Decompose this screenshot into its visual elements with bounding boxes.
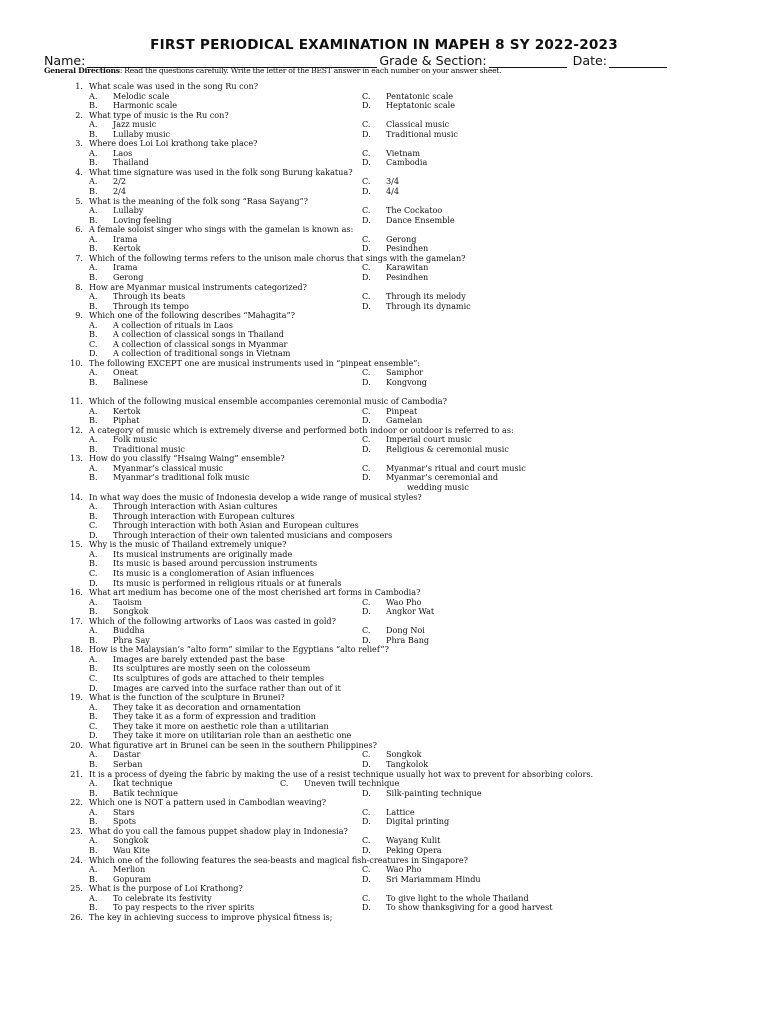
option-letter: C. bbox=[362, 367, 371, 378]
question-stem: What figurative art in Brunei can be seen in the southern Philippines? bbox=[89, 739, 377, 750]
question-stem: In what way does the music of Indonesia develop a wide range of musical styles? bbox=[89, 491, 422, 502]
question-stem: The following EXCEPT one are musical instruments used in “pinpeat ensemble”: bbox=[89, 357, 421, 368]
option-letter: D. bbox=[362, 787, 371, 798]
option-text: Religious & ceremonial music bbox=[386, 443, 509, 454]
option-text: Kertok bbox=[113, 243, 141, 254]
option-letter: A. bbox=[89, 548, 98, 559]
directions-label: General Directions bbox=[44, 66, 120, 75]
option-letter: A. bbox=[89, 291, 98, 302]
option-letter: C. bbox=[362, 176, 371, 187]
question-stem: What do you call the famous puppet shadow play in Indonesia? bbox=[89, 825, 348, 836]
option-text: Taoism bbox=[113, 596, 142, 607]
option-text: Lullaby music bbox=[113, 128, 171, 139]
option-text: Through its beats bbox=[113, 291, 186, 302]
question-number: 20. bbox=[70, 739, 83, 750]
option-text: Merlion bbox=[113, 864, 146, 875]
option-letter: A. bbox=[89, 864, 98, 875]
option-letter: C. bbox=[362, 835, 371, 846]
question-number: 3. bbox=[75, 138, 83, 149]
option-letter: A. bbox=[89, 749, 98, 760]
option-letter: C. bbox=[362, 625, 371, 636]
question-stem: Which one of the following features the sea-beasts and magical fish-creatures in Singapore? bbox=[89, 854, 469, 865]
option-text: Pinpeat bbox=[386, 405, 418, 416]
option-letter: A. bbox=[89, 319, 98, 330]
option-text: Songkok bbox=[113, 606, 149, 617]
option-letter: D. bbox=[362, 415, 371, 426]
option-text: Oneat bbox=[113, 367, 138, 378]
option-letter: C. bbox=[362, 596, 371, 607]
question-stem: How is the Malaysian’s “alto form” similar to the Egyptians “alto relief”? bbox=[89, 644, 389, 655]
question-stem: What is the purpose of Loi Krathong? bbox=[89, 883, 243, 894]
option-text: Cambodia bbox=[386, 157, 428, 168]
option-letter: C. bbox=[362, 147, 371, 158]
option-text: Myanmar’s ceremonial and bbox=[386, 472, 499, 483]
option-letter: B. bbox=[89, 711, 98, 722]
option-text: Peking Opera bbox=[386, 844, 442, 855]
question-number: 12. bbox=[70, 424, 83, 435]
option-letter: D. bbox=[362, 816, 371, 827]
option-text: Through interaction with European cultures bbox=[113, 510, 295, 521]
option-letter: D. bbox=[89, 682, 98, 693]
option-letter: A. bbox=[89, 501, 98, 512]
general-directions bbox=[44, 66, 744, 75]
question-number: 4. bbox=[75, 166, 83, 177]
option-letter: A. bbox=[89, 701, 98, 712]
option-letter: A. bbox=[89, 462, 98, 473]
option-text: Kongvong bbox=[386, 377, 427, 388]
option-text: Ikat technique bbox=[113, 778, 173, 789]
option-letter: B. bbox=[89, 816, 98, 827]
option-letter: C. bbox=[362, 864, 371, 875]
option-letter: C. bbox=[362, 262, 371, 273]
question-number: 21. bbox=[70, 768, 83, 779]
option-letter: C. bbox=[362, 462, 371, 473]
question-stem: Where does Loi Loi krathong take place? bbox=[89, 138, 258, 149]
option-text: Through interaction with Asian cultures bbox=[113, 501, 278, 512]
question-stem: A female soloist singer who sings with the gamelan is known as: bbox=[89, 224, 354, 235]
option-text: Wao Pho bbox=[386, 596, 422, 607]
option-letter: D. bbox=[362, 472, 371, 483]
option-text: Karawitan bbox=[386, 262, 429, 273]
question-stem: Which of the following artworks of Laos was casted in gold? bbox=[89, 615, 336, 626]
question-number: 16. bbox=[70, 587, 83, 598]
question-number: 9. bbox=[75, 310, 83, 321]
option-text: Myanmar’s classical music bbox=[113, 462, 224, 473]
option-text: Silk-painting technique bbox=[386, 787, 482, 798]
option-letter: C. bbox=[362, 119, 371, 130]
option-text: Pentatonic scale bbox=[386, 90, 454, 101]
option-text: Samphor bbox=[386, 367, 424, 378]
option-letter: C. bbox=[362, 806, 371, 817]
option-letter: C. bbox=[362, 233, 371, 244]
option-text: Gerong bbox=[386, 233, 417, 244]
option-letter: A. bbox=[89, 233, 98, 244]
option-text: Stars bbox=[113, 806, 135, 817]
question-number: 17. bbox=[70, 615, 83, 626]
option-letter: B. bbox=[89, 663, 98, 674]
option-text: Dance Ensemble bbox=[386, 214, 455, 225]
question-number: 19. bbox=[70, 692, 83, 703]
option-letter: D. bbox=[362, 100, 371, 111]
question-stem: Why is the music of Thailand extremely unique? bbox=[89, 539, 287, 550]
option-text: Myanmar’s traditional folk music bbox=[113, 472, 250, 483]
option-letter: A. bbox=[89, 892, 98, 903]
option-letter: D. bbox=[362, 377, 371, 388]
option-letter: A. bbox=[89, 625, 98, 636]
option-letter: D. bbox=[362, 186, 371, 197]
option-letter: B. bbox=[89, 157, 98, 168]
option-letter: A. bbox=[89, 806, 98, 817]
option-text: Lattice bbox=[386, 806, 415, 817]
question-stem: It is a process of dyeing the fabric by making the use of a resist technique usually hot wax to prevent for absorbing colors. bbox=[89, 768, 594, 779]
option-text: Buddha bbox=[113, 625, 145, 636]
option-letter: B. bbox=[89, 377, 98, 388]
option-text: They take it as decoration and ornamentation bbox=[113, 701, 301, 712]
option-text: Imperial court music bbox=[386, 434, 472, 445]
option-letter: B. bbox=[89, 758, 98, 769]
option-letter: C. bbox=[362, 892, 371, 903]
option-letter: D. bbox=[362, 300, 371, 311]
option-letter: B. bbox=[89, 415, 98, 426]
option-letter: B. bbox=[89, 510, 98, 521]
option-letter: A. bbox=[89, 176, 98, 187]
option-letter: D. bbox=[362, 214, 371, 225]
option-letter: B. bbox=[89, 787, 98, 798]
option-text: Serban bbox=[113, 758, 143, 769]
option-text: Dong Noi bbox=[386, 625, 425, 636]
option-letter: B. bbox=[89, 300, 98, 311]
question-number: 22. bbox=[70, 797, 83, 808]
option-letter: B. bbox=[89, 214, 98, 225]
option-text: Its sculptures are mostly seen on the colosseum bbox=[113, 663, 311, 674]
option-letter: A. bbox=[89, 778, 98, 789]
question-stem: The key in achieving success to improve physical fitness is; bbox=[89, 911, 333, 922]
option-text: Balinese bbox=[113, 377, 148, 388]
question-number: 15. bbox=[70, 539, 83, 550]
option-letter: D. bbox=[362, 157, 371, 168]
option-text: To celebrate its festivity bbox=[113, 892, 212, 903]
option-letter: B. bbox=[89, 271, 98, 282]
question-stem: What scale was used in the song Ru con? bbox=[89, 81, 259, 91]
option-text: Dastar bbox=[113, 749, 141, 760]
option-text: Harmonic scale bbox=[113, 100, 178, 111]
question-number: 26. bbox=[70, 911, 83, 922]
option-text: Piphat bbox=[113, 415, 140, 426]
option-text: The Cockatoo bbox=[386, 205, 443, 216]
option-letter: A. bbox=[89, 119, 98, 130]
question-number: 5. bbox=[75, 195, 83, 206]
option-letter: B. bbox=[89, 243, 98, 254]
question-number: 25. bbox=[70, 883, 83, 894]
option-text: To pay respects to the river spirits bbox=[113, 902, 255, 913]
option-text: To give light to the whole Thailand bbox=[386, 892, 529, 903]
option-text: Laos bbox=[113, 147, 133, 158]
question-number: 11. bbox=[70, 396, 83, 407]
option-text: Images are carved into the surface rather than out of it bbox=[113, 682, 341, 693]
option-letter: C. bbox=[362, 291, 371, 302]
option-text: Phra Bang bbox=[386, 634, 430, 645]
question-stem: A category of music which is extremely diverse and performed both indoor or outdoor is referred to as: bbox=[89, 424, 514, 435]
option-text: Wao Pho bbox=[386, 864, 422, 875]
grade-section-label: Grade & Section: bbox=[379, 53, 487, 68]
option-text: Spots bbox=[113, 816, 137, 827]
option-text: To show thanksgiving for a good harvest bbox=[386, 902, 553, 913]
option-letter: A. bbox=[89, 596, 98, 607]
option-letter: D. bbox=[362, 634, 371, 645]
option-text: Through its melody bbox=[386, 291, 466, 302]
option-text: 4/4 bbox=[386, 186, 400, 197]
option-text: Gerong bbox=[113, 271, 144, 282]
date-label: Date: bbox=[572, 53, 608, 68]
option-text: Songkok bbox=[113, 835, 149, 846]
option-text: Its musical instruments are originally made bbox=[113, 548, 293, 559]
option-text: Gamelan bbox=[386, 415, 423, 426]
option-letter: A. bbox=[89, 653, 98, 664]
option-letter: C. bbox=[89, 338, 98, 349]
option-letter: A. bbox=[89, 405, 98, 416]
name-label: Name: bbox=[44, 53, 86, 68]
option-text: Traditional music bbox=[113, 443, 185, 454]
exam-title: FIRST PERIODICAL EXAMINATION IN MAPEH 8 SY 2022-2023 bbox=[150, 37, 618, 53]
option-letter: C. bbox=[89, 520, 98, 531]
option-letter: B. bbox=[89, 186, 98, 197]
option-text: Gopuram bbox=[113, 873, 152, 884]
option-text: Pesindhen bbox=[386, 243, 429, 254]
option-text: A collection of classical songs in Thailand bbox=[113, 329, 284, 340]
question-stem: How are Myanmar musical instruments categorized? bbox=[89, 281, 307, 292]
option-text: Uneven twill technique bbox=[304, 778, 400, 789]
option-text: Classical music bbox=[386, 119, 450, 130]
option-letter: B. bbox=[89, 844, 98, 855]
option-letter: C. bbox=[280, 778, 289, 789]
question-number: 8. bbox=[75, 281, 83, 292]
question-number: 6. bbox=[75, 224, 83, 235]
option-letter: B. bbox=[89, 443, 98, 454]
option-text: Songkok bbox=[386, 749, 422, 760]
option-text: Phra Say bbox=[113, 634, 150, 645]
option-text: A collection of traditional songs in Vietnam bbox=[113, 348, 291, 359]
question-number: 2. bbox=[75, 109, 83, 120]
option-letter: B. bbox=[89, 558, 98, 569]
option-letter: A. bbox=[89, 262, 98, 273]
option-text: Thailand bbox=[113, 157, 149, 168]
option-text: Myanmar’s ritual and court music bbox=[386, 462, 526, 473]
option-letter: A. bbox=[89, 434, 98, 445]
option-letter: A. bbox=[89, 835, 98, 846]
option-text: Through interaction of their own talented musicians and composers bbox=[113, 529, 393, 540]
question-number: 10. bbox=[70, 357, 83, 368]
option-text: Its music is based around percussion instruments bbox=[113, 558, 318, 569]
option-text: Sri Mariammam Hindu bbox=[386, 873, 481, 884]
option-text: They take it more on aesthetic role than a utilitarian bbox=[113, 720, 329, 731]
option-text: Traditional music bbox=[386, 128, 458, 139]
option-text: Its sculptures of gods are attached to their temples bbox=[113, 673, 325, 684]
question-number: 18. bbox=[70, 644, 83, 655]
question-stem: Which one is NOT a pattern used in Cambodian weaving? bbox=[89, 797, 327, 808]
option-letter: A. bbox=[89, 90, 98, 101]
question-number: 13. bbox=[70, 453, 83, 464]
option-text: Digital printing bbox=[386, 816, 450, 827]
option-text: Loving feeling bbox=[113, 214, 172, 225]
option-letter: B. bbox=[89, 100, 98, 111]
option-letter: C. bbox=[362, 90, 371, 101]
question-number: 24. bbox=[70, 854, 83, 865]
question-stem: Which of the following terms refers to the unison male chorus that sings with the gamelan? bbox=[89, 252, 466, 263]
option-letter: D. bbox=[362, 758, 371, 769]
option-text: Images are barely extended past the base bbox=[113, 653, 285, 664]
option-letter: D. bbox=[362, 271, 371, 282]
option-text: They take it more on utilitarian role than an aesthetic one bbox=[113, 730, 352, 741]
option-letter: B. bbox=[89, 128, 98, 139]
directions-text: : Read the questions carefully. Write the letter of the BEST answer in each number on your answer sheet. bbox=[119, 66, 502, 75]
option-letter: C. bbox=[362, 205, 371, 216]
option-text: Irama bbox=[113, 262, 138, 273]
option-letter: D. bbox=[362, 902, 371, 913]
option-letter: A. bbox=[89, 147, 98, 158]
option-letter: D. bbox=[89, 348, 98, 359]
option-text: 2/2 bbox=[113, 176, 127, 187]
option-text: Vietnam bbox=[386, 147, 421, 158]
question-number: 1. bbox=[75, 81, 83, 91]
question-stem: How do you classify “Hsaing Waing” ensemble? bbox=[89, 453, 285, 464]
option-letter: B. bbox=[89, 329, 98, 340]
question-stem: What art medium has become one of the most cherished art forms in Cambodia? bbox=[89, 587, 421, 598]
option-text: Its music is a conglomeration of Asian influences bbox=[113, 567, 315, 578]
question-number: 23. bbox=[70, 825, 83, 836]
option-text: Folk music bbox=[113, 434, 158, 445]
question-number: 14. bbox=[70, 491, 83, 502]
question-stem: Which one of the following describes “Mahagita”? bbox=[89, 310, 295, 321]
option-letter: C. bbox=[89, 720, 98, 731]
option-text: Through interaction with both Asian and European cultures bbox=[113, 520, 359, 531]
option-letter: D. bbox=[362, 443, 371, 454]
option-letter: D. bbox=[362, 243, 371, 254]
option-letter: D. bbox=[362, 873, 371, 884]
question-number: 7. bbox=[75, 252, 83, 263]
option-letter: C. bbox=[362, 749, 371, 760]
option-text: A collection of rituals in Laos bbox=[113, 319, 233, 330]
option-text: Its music is performed in religious rituals or at funerals bbox=[113, 577, 342, 588]
option-text: Pesindhen bbox=[386, 271, 429, 282]
question-stem: Which of the following musical ensemble accompanies ceremonial music of Cambodia? bbox=[89, 396, 447, 407]
option-letter: B. bbox=[89, 634, 98, 645]
option-letter: C. bbox=[362, 405, 371, 416]
question-stem: What type of music is the Ru con? bbox=[89, 109, 229, 120]
option-letter: D. bbox=[89, 529, 98, 540]
option-letter: C. bbox=[89, 567, 98, 578]
option-letter: B. bbox=[89, 472, 98, 483]
question-stem: What is the function of the sculpture in Brunei? bbox=[89, 692, 285, 703]
option-text: Through its tempo bbox=[113, 300, 189, 311]
option-text-continuation: wedding music bbox=[407, 482, 469, 493]
option-text: A collection of classical songs in Myanmar bbox=[113, 338, 288, 349]
option-letter: D. bbox=[362, 844, 371, 855]
option-text: 2/4 bbox=[113, 186, 127, 197]
option-text: Melodic scale bbox=[113, 90, 170, 101]
option-letter: D. bbox=[89, 577, 98, 588]
option-text: Batik technique bbox=[113, 787, 178, 798]
option-letter: D. bbox=[362, 606, 371, 617]
option-letter: B. bbox=[89, 902, 98, 913]
option-text: They take it as a form of expression and tradition bbox=[113, 711, 316, 722]
option-letter: D. bbox=[362, 128, 371, 139]
option-letter: B. bbox=[89, 606, 98, 617]
option-text: Tangkolok bbox=[386, 758, 429, 769]
option-text: Heptatonic scale bbox=[386, 100, 456, 111]
option-text: Through its dynamic bbox=[386, 300, 471, 311]
question-stem: What is the meaning of the folk song “Rasa Sayang”? bbox=[89, 195, 309, 206]
option-letter: A. bbox=[89, 205, 98, 216]
option-text: Angkor Wat bbox=[386, 606, 435, 617]
option-letter: D. bbox=[89, 730, 98, 741]
option-letter: C. bbox=[362, 434, 371, 445]
option-letter: C. bbox=[89, 673, 98, 684]
option-letter: A. bbox=[89, 367, 98, 378]
option-text: Irama bbox=[113, 233, 138, 244]
option-text: Kertok bbox=[113, 405, 141, 416]
option-text: 3/4 bbox=[386, 176, 400, 187]
option-text: Wayang Kulit bbox=[386, 835, 441, 846]
question-stem: What time signature was used in the folk song Burung kakatua? bbox=[89, 166, 353, 177]
option-text: Lullaby bbox=[113, 205, 144, 216]
option-text: Wau Kite bbox=[113, 844, 150, 855]
option-text: Jazz music bbox=[113, 119, 157, 130]
option-letter: B. bbox=[89, 873, 98, 884]
